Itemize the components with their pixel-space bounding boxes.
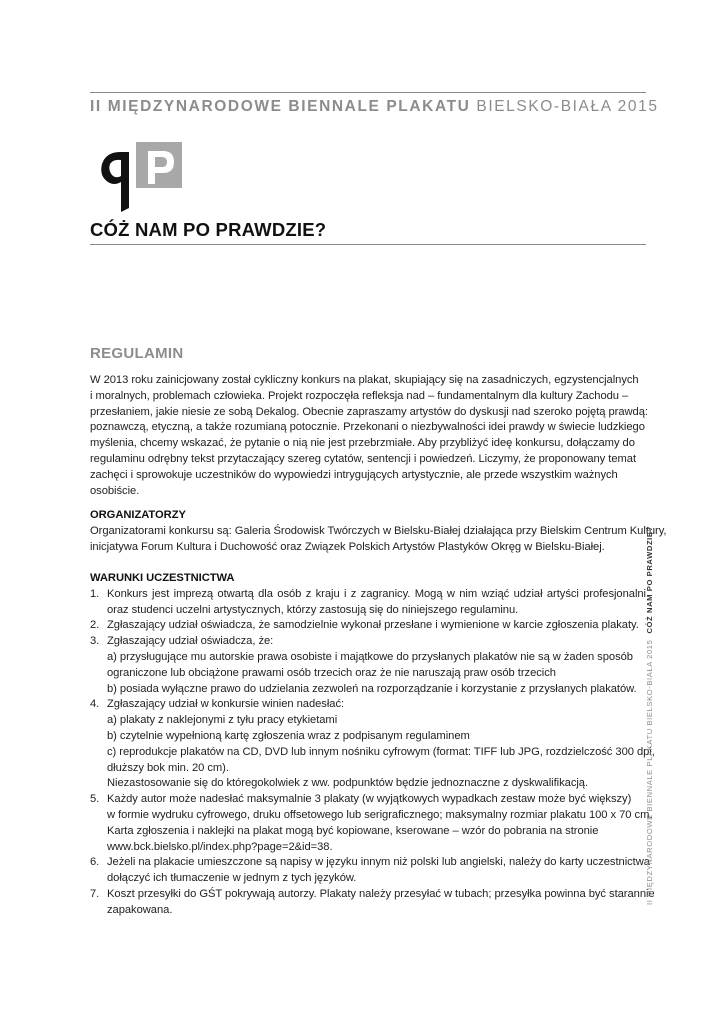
text-line: Konkurs jest imprezą otwartą dla osób z kraju i z zagranicy. Mogą w nim wziąć udział artyści profesjonalni <box>107 587 646 600</box>
list-item <box>90 634 646 697</box>
event-header <box>90 98 659 116</box>
event-location-year: BIELSKO-BIAŁA 2015 <box>476 98 659 115</box>
logo-black-q <box>101 152 129 212</box>
text-line: myślenia, chcemy wskazać, że pytanie o nią nie jest przebrzmiałe. Aby przybliżyć ideę konkursu, dołączamy do <box>90 437 635 450</box>
list-number: 5. <box>90 793 100 806</box>
text-line: Zgłaszający udział w konkursie winien nadesłać: <box>107 698 345 711</box>
text-line: a) plakaty z naklejonymi z tyłu pracy etykietami <box>107 714 338 727</box>
text-line: inicjatywa Forum Kultura i Duchowość oraz Związek Polskich Artystów Plastyków Okręg w Bielsku-Białej. <box>90 540 605 553</box>
text-line: a) przysługujące mu autorskie prawa osobiste i majątkowe do przysłanych plakatów nie są w żaden sposób <box>107 650 633 663</box>
text-line: poznawczą, etyczną, a także rozumianą potocznie. Przekonani o niezbywalności idei prawdy w świecie ludzkiego <box>90 421 645 434</box>
list-number: 6. <box>90 856 100 869</box>
title-rule <box>90 244 646 245</box>
list-number: 4. <box>90 698 100 711</box>
text-line: W 2013 roku zainicjowany został cykliczny konkurs na plakat, skupiający się na zasadniczych, egzystencjalnych <box>90 374 639 386</box>
page-title: CÓŻ NAM PO PRAWDZIE? <box>90 219 327 240</box>
text-line: Koszt przesyłki do GŚT pokrywają autorzy. Plakaty należy przesyłać w tubach; przesyłka powinna być starannie <box>107 887 655 900</box>
text-line: Zgłaszający udział oświadcza, że: <box>107 635 274 648</box>
text-line: i moralnych, problemach człowieka. Projekt rozpoczęła refleksja nad – fundamentalnym dla kultury Zachodu – <box>90 389 629 402</box>
list-item <box>90 887 655 919</box>
warunki-heading: WARUNKI UCZESTNICTWA <box>90 572 235 584</box>
list-number: 7. <box>90 887 100 900</box>
list-number: 1. <box>90 587 100 600</box>
logo-gray-square <box>136 142 182 188</box>
list-item <box>90 855 650 887</box>
list-item <box>90 618 646 634</box>
biennale-logo <box>90 142 182 212</box>
text-line: Niezastosowanie się do któregokolwiek z ww. podpunktów będzie jednoznaczne z dyskwalifikacją. <box>107 777 589 790</box>
list-number: 3. <box>90 635 100 648</box>
text-line: w formie wydruku cyfrowego, druku offsetowego lub serigraficznego; maksymalny rozmiar plakatu 100 x 70 cm. <box>107 808 653 821</box>
text-line: osobiście. <box>90 484 140 497</box>
text-line: zapakowana. <box>107 903 173 916</box>
organizatorzy-heading: ORGANIZATORZY <box>90 509 186 521</box>
text-line: dłuższy bok min. 20 cm). <box>107 761 229 774</box>
text-line: Zgłaszający udział oświadcza, że samodzielnie wykonał przesłane i wymienione w karcie zgłoszenia plakaty. <box>107 619 639 632</box>
text-line: b) posiada wyłączne prawo do udzielania zezwoleń na rozporządzanie i korzystanie z przysłanych plakatów. <box>107 682 637 695</box>
list-number: 2. <box>90 619 100 632</box>
text-line: dołączyć ich tłumaczenie w jednym z tych języków. <box>107 872 357 885</box>
text-line: oraz studenci uczelni artystycznych, którzy zastosują się do niniejszego regulaminu. <box>107 603 519 616</box>
text-line: b) czytelnie wypełnioną kartę zgłoszenia wraz z podpisanym regulaminem <box>107 729 470 742</box>
regulamin-text <box>90 373 648 499</box>
text-line: ograniczone lub obciążone prawami osób trzecich oraz że nie naruszają praw osób trzecich <box>107 666 556 679</box>
text-line: przesłaniem, jakie niesie ze sobą Dekalog. Obecnie zapraszamy artystów do dyskusji nad szeroko pojętą prawdą: <box>90 405 648 418</box>
text-line: Organizatorami konkursu są: Galeria Środowisk Twórczych w Bielsku-Białej działająca przy Bielskim Centrum Kultury, <box>90 524 667 537</box>
side-event-name: II MIĘDZYNARODOWE BIENNALE PLAKATU BIELSKO-BIAŁA 2015 <box>645 639 654 905</box>
vertical-side-caption <box>645 526 654 905</box>
text-line: www.bck.bielsko.pl/index.php?page=2&id=38. <box>107 840 333 853</box>
organizatorzy-section <box>90 508 666 555</box>
list-item <box>90 792 653 855</box>
text-line: Jeżeli na plakacie umieszczone są napisy w języku innym niż polski lub angielski, należy do karty uczestnictwa <box>107 856 650 869</box>
side-title: CÓŻ NAM PO PRAWDZIE? <box>645 526 654 634</box>
event-name: II MIĘDZYNARODOWE BIENNALE PLAKATU <box>90 98 471 115</box>
regulamin-heading: REGULAMIN <box>90 345 184 362</box>
text-line: zachęci i sprowokuje uczestników do wypowiedzi intrygujących artystycznie, ale przede wszystkim ważnych <box>90 468 618 481</box>
text-line: Karta zgłoszenia i naklejki na plakat mogą być kopiowane, kserowane – wzór do pobrania na stronie <box>107 824 599 837</box>
text-line: Każdy autor może nadesłać maksymalnie 3 plakaty (w wyjątkowych wypadkach zestaw może być większy) <box>107 793 632 806</box>
list-item <box>90 587 646 619</box>
text-line: c) reprodukcje plakatów na CD, DVD lub innym nośniku cyfrowym (format: TIFF lub JPG, rozdzielczość 300 dpi, <box>107 745 655 758</box>
header-top-rule <box>90 92 646 93</box>
list-item <box>90 697 655 792</box>
text-line: regulaminu odrębny tekst przytaczający szereg cytatów, sentencji i powiedzeń. Liczymy, że proponowany temat <box>90 452 637 465</box>
